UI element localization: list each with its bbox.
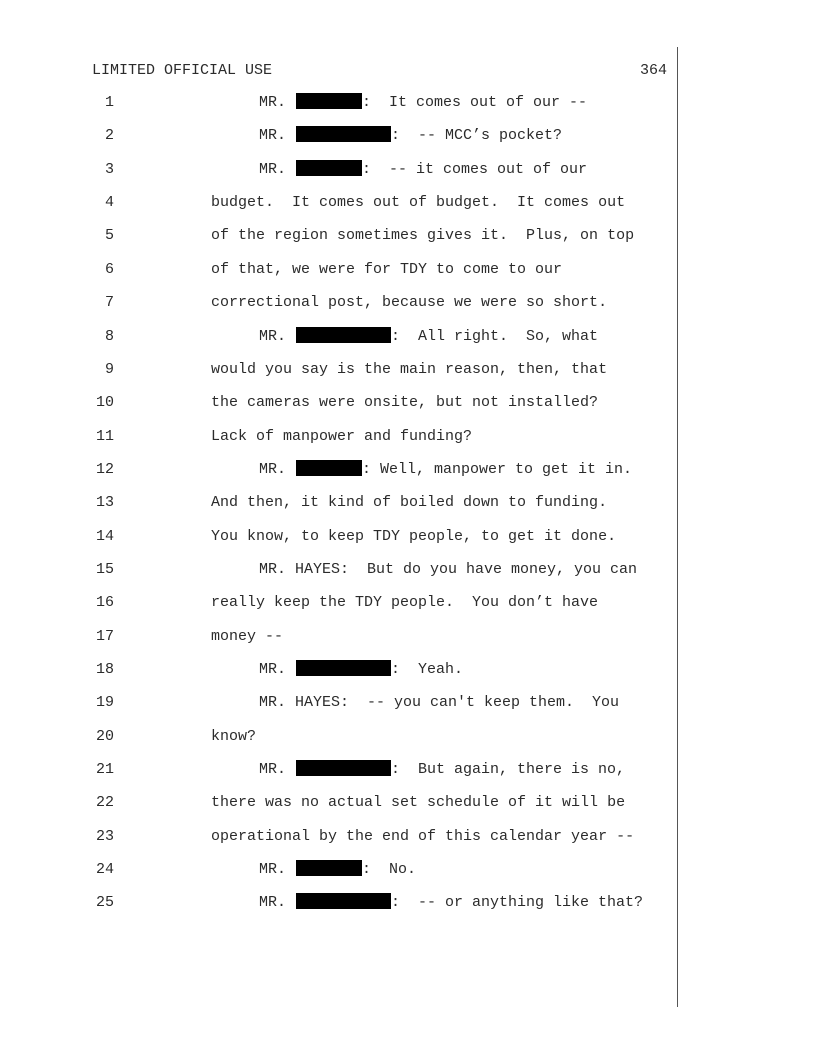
line-text	[211, 193, 625, 213]
line-number: 16	[95, 594, 114, 612]
speaker-prefix: MR.	[259, 894, 287, 912]
speaker-prefix: MR.	[259, 127, 287, 145]
line-number: 8	[104, 327, 114, 345]
line-number: 19	[95, 694, 114, 712]
line-number: 4	[104, 194, 114, 212]
speech-text: correctional post, because we were so short.	[211, 294, 608, 312]
speaker-prefix: MR.	[259, 327, 287, 345]
line-number: 9	[104, 360, 114, 378]
speech-text: : But again, there is no,	[391, 761, 626, 778]
line-number: 22	[95, 794, 114, 812]
line-number: 21	[95, 761, 114, 778]
speech-text: operational by the end of this calendar year --	[211, 827, 635, 845]
line-text	[211, 827, 634, 847]
speech-text: know?	[211, 727, 257, 745]
line-text	[259, 893, 643, 913]
speech-text: Lack of manpower and funding?	[211, 427, 473, 445]
line-number: 1	[104, 94, 114, 111]
right-margin-rule	[677, 47, 678, 1007]
line-number: 14	[95, 527, 114, 545]
redaction-box	[296, 760, 391, 776]
speaker-prefix: MR.	[259, 460, 287, 478]
line-number: 11	[95, 427, 114, 445]
line-number: 18	[95, 661, 114, 678]
redaction-box	[296, 126, 391, 142]
line-number: 25	[95, 894, 114, 912]
speech-text: there was no actual set schedule of it will be	[211, 794, 626, 812]
line-text	[211, 493, 607, 513]
line-text	[211, 627, 283, 647]
line-text	[259, 660, 463, 680]
line-number: 3	[104, 160, 114, 178]
line-number: 2	[104, 127, 114, 145]
speech-text: the cameras were onsite, but not installed?	[211, 394, 599, 412]
page-number: 364	[639, 62, 667, 79]
speaker-prefix: MR.	[259, 160, 287, 178]
line-text	[259, 93, 587, 113]
line-number: 23	[95, 827, 114, 845]
speech-text: : -- or anything like that?	[391, 894, 644, 912]
speech-text: : Yeah.	[391, 661, 464, 678]
redaction-box	[296, 460, 362, 476]
speaker-prefix: MR.	[259, 861, 287, 879]
line-text	[259, 160, 587, 180]
redaction-box	[296, 327, 391, 343]
line-number: 6	[104, 260, 114, 278]
line-number: 24	[95, 861, 114, 879]
line-number: 20	[95, 727, 114, 745]
speech-text: : -- it comes out of our	[362, 160, 588, 178]
speech-text: of that, we were for TDY to come to our	[211, 260, 563, 278]
speech-text: budget. It comes out of budget. It comes out	[211, 194, 626, 212]
line-text	[211, 226, 634, 246]
speech-text: : It comes out of our --	[362, 94, 588, 111]
line-text	[211, 527, 616, 547]
speech-text: : No.	[362, 861, 417, 879]
line-text	[211, 293, 607, 313]
line-text	[259, 126, 562, 146]
redaction-box	[296, 860, 362, 876]
line-text	[211, 360, 607, 380]
speaker-prefix: MR.	[259, 661, 287, 678]
speech-text: : -- MCC’s pocket?	[391, 127, 563, 145]
speech-text: You know, to keep TDY people, to get it done.	[211, 527, 617, 545]
line-number: 7	[104, 294, 114, 312]
line-text	[211, 427, 472, 447]
line-number: 17	[95, 627, 114, 645]
line-text	[259, 460, 632, 480]
classification-header: LIMITED OFFICIAL USE	[92, 62, 273, 79]
speaker-prefix: MR.	[259, 761, 287, 778]
speaker-prefix: MR.	[259, 94, 287, 111]
line-text	[211, 793, 625, 813]
line-text	[259, 327, 598, 347]
line-number: 5	[104, 227, 114, 245]
speech-text: of the region sometimes gives it. Plus, on top	[211, 227, 635, 245]
line-number: 12	[95, 460, 114, 478]
line-text	[259, 560, 637, 580]
redaction-box	[296, 160, 362, 176]
redaction-box	[296, 93, 362, 109]
speech-text: : All right. So, what	[391, 327, 599, 345]
line-text	[211, 727, 256, 747]
line-number: 10	[95, 394, 114, 412]
speech-text: And then, it kind of boiled down to funding.	[211, 494, 608, 512]
line-text	[211, 593, 598, 613]
line-text	[211, 260, 562, 280]
speech-text: money --	[211, 627, 284, 645]
redaction-box	[296, 893, 391, 909]
line-number: 15	[95, 560, 114, 578]
speech-text: MR. HAYES: But do you have money, you can	[259, 560, 638, 578]
speech-text: MR. HAYES: -- you can't keep them. You	[259, 694, 620, 712]
speech-text: : Well, manpower to get it in.	[362, 460, 633, 478]
line-number: 13	[95, 494, 114, 512]
line-text	[259, 860, 416, 880]
speech-text: would you say is the main reason, then, that	[211, 360, 608, 378]
speech-text: really keep the TDY people. You don’t have	[211, 594, 599, 612]
line-text	[211, 393, 598, 413]
line-text	[259, 693, 619, 713]
redaction-box	[296, 660, 391, 676]
line-text	[259, 760, 625, 780]
